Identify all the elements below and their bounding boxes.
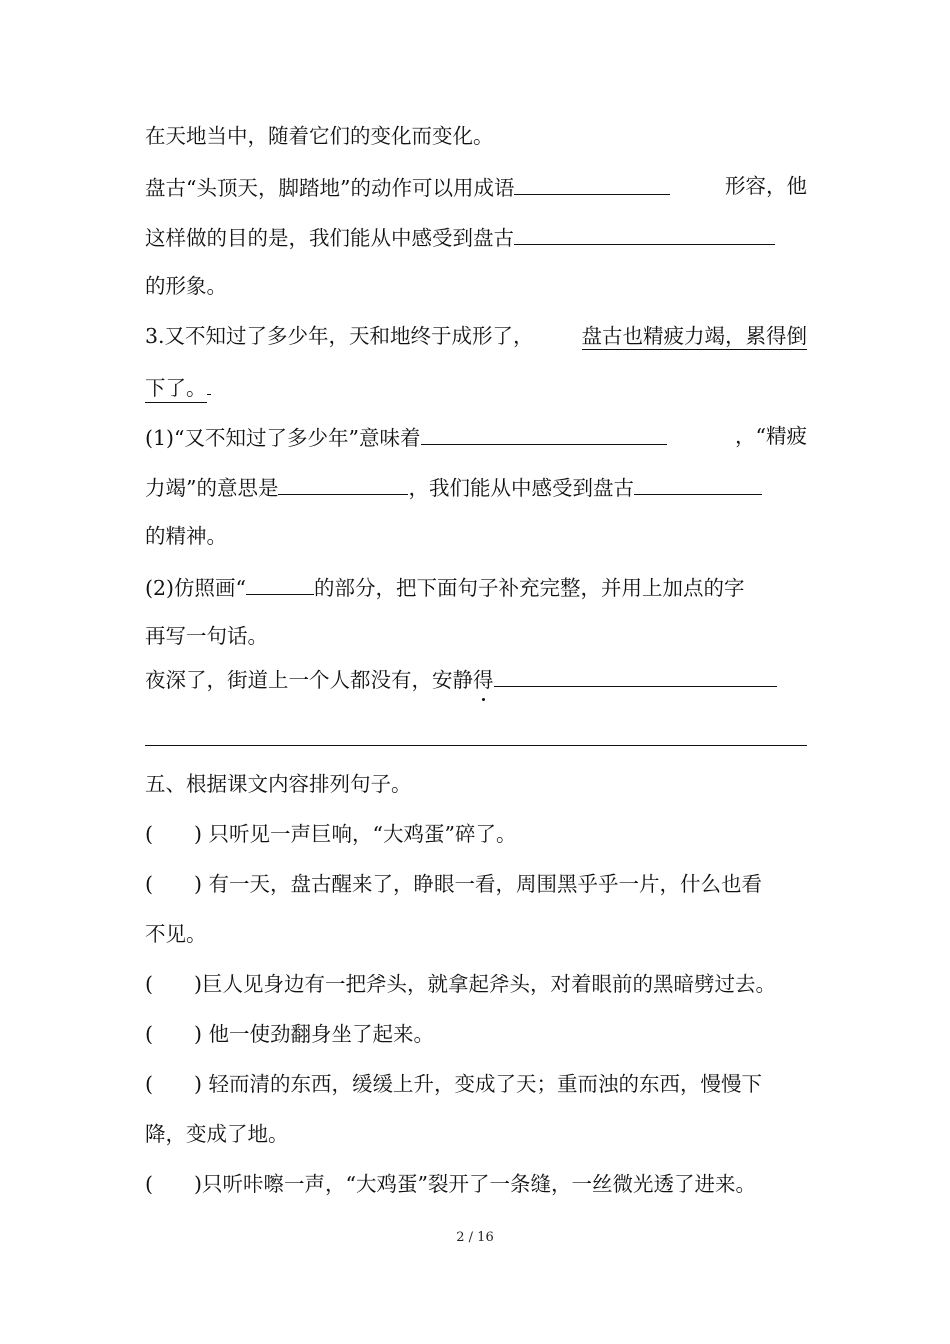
text-segment: 3.又不知过了多少年，天和地终于成形了， <box>145 324 534 348</box>
text-segment: 形容，他 <box>725 174 807 198</box>
ordering-item: ( )巨人见身边有一把斧头，就拿起斧头，对着眼前的黑暗劈过去。 <box>145 972 776 996</box>
underlined-sentence: 盘古也精疲力竭，累得倒 <box>581 324 807 348</box>
text-segment: ，“精疲 <box>735 424 807 448</box>
answer-blank-full-line[interactable] <box>145 745 807 746</box>
question-3-2 <box>145 572 745 600</box>
text-segment: (2)仿照画“ <box>145 576 247 600</box>
question-3 <box>145 322 807 350</box>
answer-blank[interactable] <box>634 472 762 495</box>
text-line <box>145 472 762 500</box>
text-segment: 盘古“头顶天，脚踏地”的动作可以用成语 <box>145 176 515 200</box>
text-segment: 的部分，把下面句子补充完整，并用上加点的字 <box>314 576 745 600</box>
text-line <box>145 172 807 200</box>
text-line <box>145 664 777 692</box>
ordering-item: ( ) 有一天，盘古醒来了，睁眼一看，周围黑乎乎一片，什么也看 <box>145 872 763 896</box>
ordering-item: ( ) 他一使劲翻身坐了起来。 <box>145 1022 435 1046</box>
answer-blank[interactable] <box>514 172 670 195</box>
text-line: 再写一句话。 <box>145 624 268 648</box>
answer-blank[interactable] <box>421 422 667 445</box>
text-line: 在天地当中，随着它们的变化而变化。 <box>145 124 494 148</box>
text-line: 降，变成了地。 <box>145 1122 289 1146</box>
text-line <box>145 222 775 250</box>
underline-sample <box>246 572 314 595</box>
underlined-sentence: 下了。 <box>145 376 207 403</box>
text-segment: (1)“又不知过了多少年”意味着 <box>145 426 421 450</box>
text-segment: 力竭”的意思是 <box>145 476 279 500</box>
answer-blank[interactable] <box>494 664 777 687</box>
text-segment: 夜深了，街道上一个人都没有，安静 <box>145 668 473 692</box>
question-3-1 <box>145 422 807 450</box>
dotted-character: 得 <box>473 668 494 692</box>
text-segment: ，我们能从中感受到盘古 <box>408 476 634 500</box>
ordering-item: ( ) 轻而清的东西，缓缓上升，变成了天；重而浊的东西，慢慢下 <box>145 1072 763 1096</box>
ordering-item: ( ) 只听见一声巨响，“大鸡蛋”碎了。 <box>145 822 517 846</box>
ordering-item: ( )只听咔嚓一声，“大鸡蛋”裂开了一条缝，一丝微光透了进来。 <box>145 1172 756 1196</box>
text-line: 不见。 <box>145 922 207 946</box>
answer-blank[interactable] <box>514 222 775 245</box>
text-line: 的精神。 <box>145 524 227 548</box>
page-number: 2 / 16 <box>456 1230 494 1245</box>
text-line: 的形象。 <box>145 274 227 298</box>
text-line <box>145 372 211 400</box>
section-5-title: 五、根据课文内容排列句子。 <box>145 772 412 796</box>
answer-blank[interactable] <box>278 472 408 495</box>
text-segment: 这样做的目的是，我们能从中感受到盘古 <box>145 226 514 250</box>
